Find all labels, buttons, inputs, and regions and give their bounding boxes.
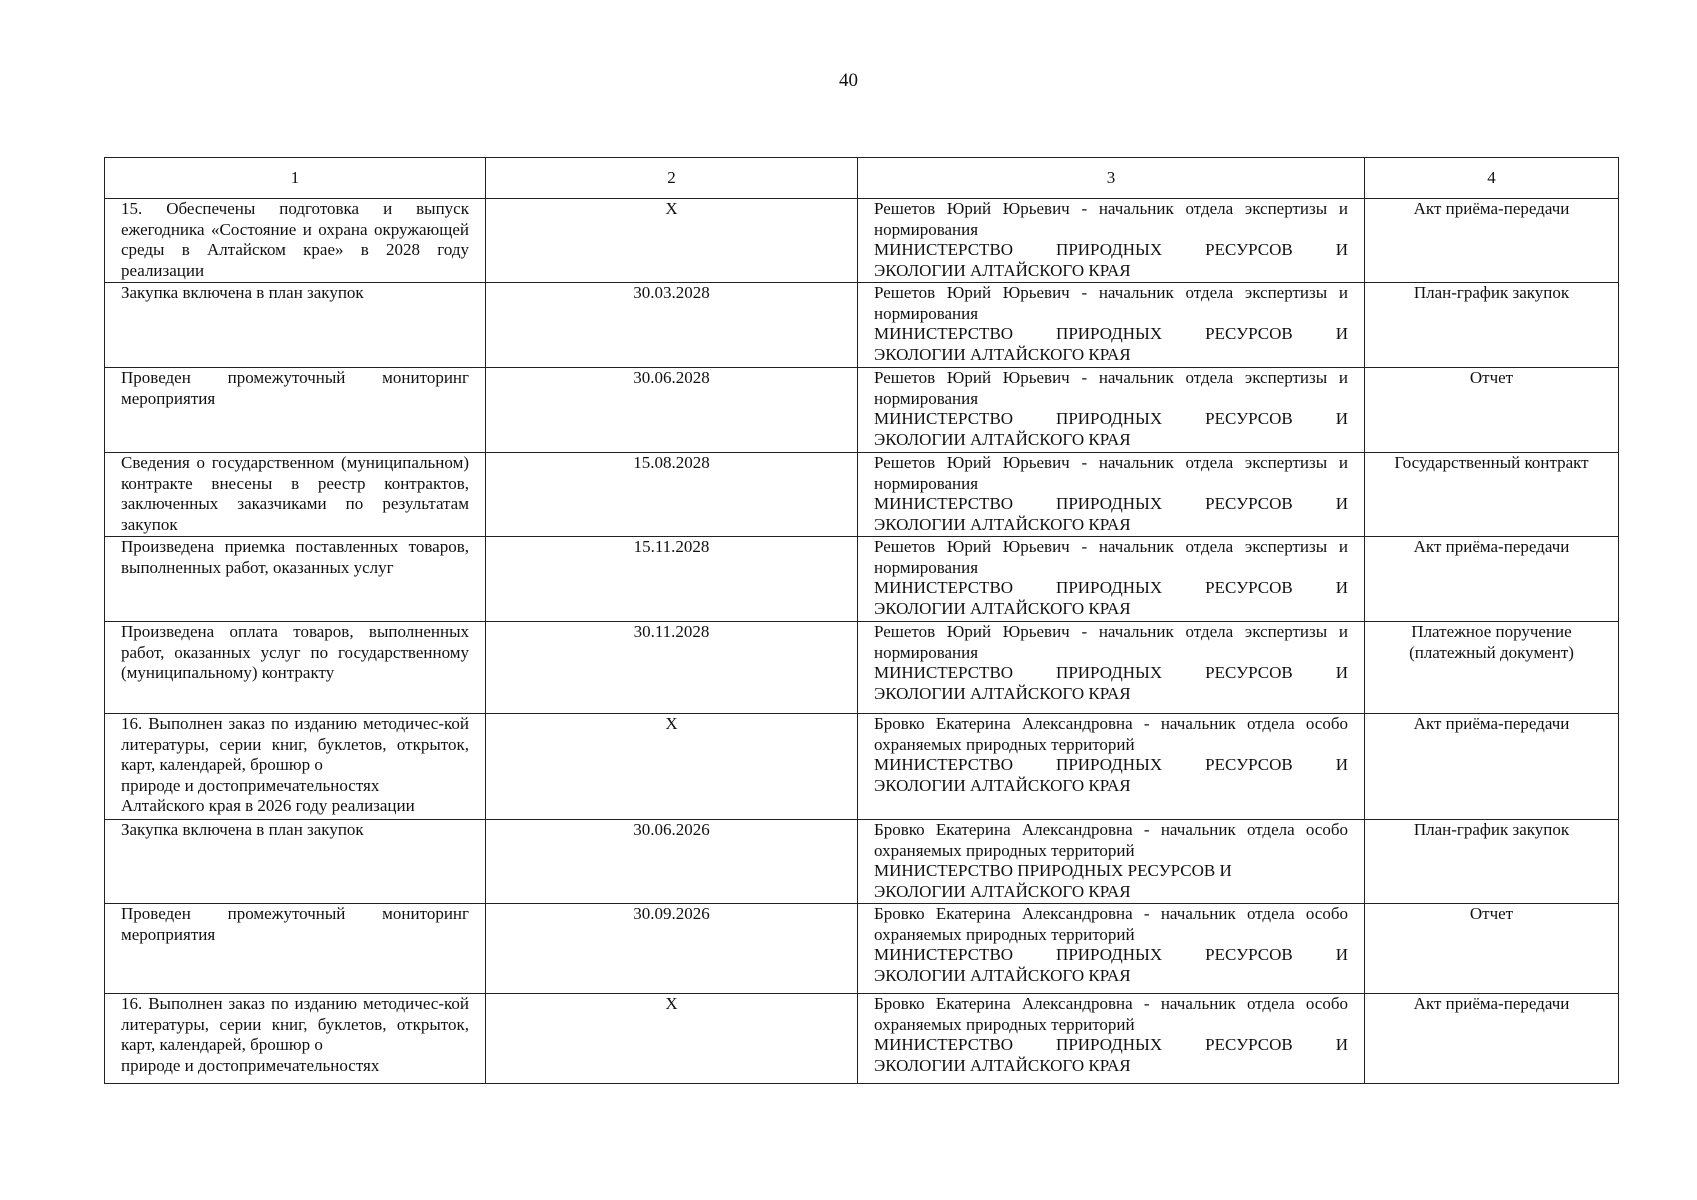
document-cell	[1365, 283, 1619, 368]
document-type: План-график закупок	[1413, 820, 1570, 839]
document-cell	[1365, 820, 1619, 904]
organization-word: РЕСУРСОВ	[1205, 240, 1293, 259]
organization-word: МИНИСТЕРСТВО	[874, 945, 1014, 964]
document-cell	[1365, 537, 1619, 622]
organization-word: МИНИСТЕРСТВО	[874, 578, 1014, 597]
plan-table	[104, 157, 1619, 1084]
organization-word: РЕСУРСОВ	[1205, 945, 1293, 964]
document-cell	[1365, 453, 1619, 537]
organization-name-cont: ЭКОЛОГИИ АЛТАЙСКОГО КРАЯ	[874, 775, 1131, 795]
responsible-cell	[858, 904, 1365, 994]
organization-word: И	[1335, 755, 1348, 774]
event-name-cell	[105, 453, 486, 537]
header-row	[105, 158, 1619, 199]
event-name-text: Сведения о государственном (муниципальном) контракте внесены в реестр контрактов, заключенных заказчиками по результатам закупок	[121, 453, 469, 534]
document-type: Акт приёма-передачи	[1413, 714, 1570, 733]
organization-word: РЕСУРСОВ	[1205, 494, 1293, 513]
organization-word: МИНИСТЕРСТВО	[874, 494, 1014, 513]
document-cell	[1365, 368, 1619, 453]
organization-word: МИНИСТЕРСТВО	[874, 240, 1014, 259]
organization-word: МИНИСТЕРСТВО	[874, 663, 1014, 682]
event-name-cell	[105, 622, 486, 714]
table-row	[105, 994, 1619, 1084]
column-header-4: 4	[1365, 158, 1619, 199]
date-cell: 30.06.2026	[486, 820, 858, 904]
organization-word: И	[1335, 663, 1348, 682]
organization-word: ПРИРОДНЫХ	[1056, 755, 1163, 774]
event-name-text: Алтайского края в 2026 году реализации	[121, 796, 415, 815]
responsible-cell	[858, 283, 1365, 368]
responsible-person: Бровко Екатерина Александровна - начальник отдела особо охраняемых природных территорий	[874, 904, 1348, 944]
organization-word: МИНИСТЕРСТВО	[874, 324, 1014, 343]
responsible-person: Решетов Юрий Юрьевич - начальник отдела экспертизы и нормирования	[874, 537, 1348, 577]
event-name-text: Произведена оплата товаров, выполненных работ, оказанных услуг по государственному (муниципальному) контракту	[121, 622, 469, 682]
organization-word: И	[1335, 324, 1348, 343]
table-body	[105, 199, 1619, 1084]
table-row	[105, 283, 1619, 368]
organization-word: И	[1335, 945, 1348, 964]
column-header-2: 2	[486, 158, 858, 199]
organization-word: РЕСУРСОВ	[1205, 755, 1293, 774]
document-type: Государственный контракт	[1394, 453, 1589, 472]
document-cell	[1365, 199, 1619, 283]
event-name-text: природе и достопримечательностях	[121, 775, 380, 795]
event-name-cell	[105, 368, 486, 453]
event-name-text: Закупка включена в план закупок	[121, 820, 364, 839]
table-row	[105, 714, 1619, 820]
table-row	[105, 904, 1619, 994]
responsible-cell	[858, 453, 1365, 537]
organization-word: МИНИСТЕРСТВО	[874, 755, 1014, 774]
document-cell	[1365, 994, 1619, 1084]
organization-name-cont: ЭКОЛОГИИ АЛТАЙСКОГО КРАЯ	[874, 260, 1131, 280]
document-type: План-график закупок	[1413, 283, 1570, 302]
organization-name-cont: ЭКОЛОГИИ АЛТАЙСКОГО КРАЯ	[874, 1055, 1131, 1075]
organization-name-cont: ЭКОЛОГИИ АЛТАЙСКОГО КРАЯ	[874, 598, 1131, 618]
event-name-text: природе и достопримечательностях	[121, 1055, 380, 1075]
date-cell: 30.11.2028	[486, 622, 858, 714]
event-name-text: Проведен промежуточный мониторинг мероприятия	[121, 904, 469, 944]
organization-word: РЕСУРСОВ	[1205, 324, 1293, 343]
organization-name	[874, 494, 1348, 515]
document-type: Акт приёма-передачи	[1413, 199, 1570, 218]
organization-word: И	[1335, 1035, 1348, 1054]
date-cell: X	[486, 994, 858, 1084]
responsible-person: Решетов Юрий Юрьевич - начальник отдела экспертизы и нормирования	[874, 368, 1348, 408]
organization-word: И	[1335, 409, 1348, 428]
column-header-1: 1	[105, 158, 486, 199]
event-name-text: Закупка включена в план закупок	[121, 283, 364, 302]
responsible-person: Бровко Екатерина Александровна - начальник отдела особо охраняемых природных территорий	[874, 714, 1348, 754]
organization-name-cont: ЭКОЛОГИИ АЛТАЙСКОГО КРАЯ	[874, 881, 1131, 901]
organization-word: И	[1335, 578, 1348, 597]
organization-word: РЕСУРСОВ	[1205, 409, 1293, 428]
date-cell: 30.09.2026	[486, 904, 858, 994]
event-name-text: Проведен промежуточный мониторинг мероприятия	[121, 368, 469, 408]
organization-word: ПРИРОДНЫХ	[1056, 494, 1163, 513]
responsible-cell	[858, 820, 1365, 904]
event-name-cell	[105, 283, 486, 368]
organization-word: ПРИРОДНЫХ	[1056, 240, 1163, 259]
organization-name-cont: ЭКОЛОГИИ АЛТАЙСКОГО КРАЯ	[874, 965, 1131, 985]
table-row	[105, 199, 1619, 283]
organization-name-cont: ЭКОЛОГИИ АЛТАЙСКОГО КРАЯ	[874, 429, 1131, 449]
responsible-cell	[858, 368, 1365, 453]
document-type: Отчет	[1469, 368, 1514, 387]
date-cell: 15.11.2028	[486, 537, 858, 622]
date-cell: 30.03.2028	[486, 283, 858, 368]
event-name-text: 15. Обеспечены подготовка и выпуск ежегодника «Состояние и охрана окружающей среды в Алтайском крае» в 2028 году реализации	[121, 199, 469, 280]
date-cell: X	[486, 714, 858, 820]
page-number: 40	[839, 70, 858, 91]
responsible-person: Решетов Юрий Юрьевич - начальник отдела экспертизы и нормирования	[874, 622, 1348, 662]
responsible-cell	[858, 199, 1365, 283]
document-type: Акт приёма-передачи	[1413, 994, 1570, 1013]
column-header-3: 3	[858, 158, 1365, 199]
organization-name	[874, 945, 1348, 966]
organization-word: ПРИРОДНЫХ	[1056, 578, 1163, 597]
organization-name-cont: ЭКОЛОГИИ АЛТАЙСКОГО КРАЯ	[874, 683, 1131, 703]
responsible-person: Бровко Екатерина Александровна - начальник отдела особо охраняемых природных территорий	[874, 994, 1348, 1034]
event-name-cell	[105, 820, 486, 904]
organization-name-cont: ЭКОЛОГИИ АЛТАЙСКОГО КРАЯ	[874, 514, 1131, 534]
responsible-person: Решетов Юрий Юрьевич - начальник отдела экспертизы и нормирования	[874, 453, 1348, 493]
table-row	[105, 453, 1619, 537]
date-cell: X	[486, 199, 858, 283]
organization-word: ПРИРОДНЫХ	[1056, 1035, 1163, 1054]
table-row	[105, 622, 1619, 714]
organization-name	[874, 240, 1348, 261]
responsible-cell	[858, 994, 1365, 1084]
event-name-text: 16. Выполнен заказ по изданию методичес-кой литературы, серии книг, буклетов, открыток, карт, календарей, брошюр о	[121, 994, 469, 1054]
organization-name	[874, 578, 1348, 599]
event-name-cell	[105, 199, 486, 283]
organization-name	[874, 755, 1348, 776]
document-cell	[1365, 622, 1619, 714]
event-name-cell	[105, 904, 486, 994]
document-type: Акт приёма-передачи	[1413, 537, 1570, 556]
event-name-cell	[105, 714, 486, 820]
event-name-text: 16. Выполнен заказ по изданию методичес-кой литературы, серии книг, буклетов, открыток, карт, календарей, брошюр о	[121, 714, 469, 774]
table-row	[105, 368, 1619, 453]
organization-word: МИНИСТЕРСТВО	[874, 1035, 1014, 1054]
organization-word: ПРИРОДНЫХ	[1056, 324, 1163, 343]
organization-name: МИНИСТЕРСТВО ПРИРОДНЫХ РЕСУРСОВ И	[874, 861, 1232, 880]
organization-word: ПРИРОДНЫХ	[1056, 945, 1163, 964]
organization-word: РЕСУРСОВ	[1205, 1035, 1293, 1054]
document-type: (платежный документ)	[1409, 642, 1574, 662]
organization-name	[874, 324, 1348, 345]
date-cell: 15.08.2028	[486, 453, 858, 537]
table-row	[105, 537, 1619, 622]
organization-name-cont: ЭКОЛОГИИ АЛТАЙСКОГО КРАЯ	[874, 344, 1131, 364]
organization-word: РЕСУРСОВ	[1205, 578, 1293, 597]
organization-word: И	[1335, 240, 1348, 259]
responsible-person: Решетов Юрий Юрьевич - начальник отдела экспертизы и нормирования	[874, 199, 1348, 239]
document-type: Отчет	[1469, 904, 1514, 923]
responsible-cell	[858, 714, 1365, 820]
organization-name	[874, 409, 1348, 430]
date-cell: 30.06.2028	[486, 368, 858, 453]
event-name-text: Произведена приемка поставленных товаров, выполненных работ, оказанных услуг	[121, 537, 469, 577]
responsible-cell	[858, 537, 1365, 622]
document-type: Платежное поручение	[1411, 622, 1572, 641]
organization-name	[874, 1035, 1348, 1056]
event-name-cell	[105, 537, 486, 622]
organization-word: ПРИРОДНЫХ	[1056, 663, 1163, 682]
document-cell	[1365, 714, 1619, 820]
event-name-cell	[105, 994, 486, 1084]
organization-word: И	[1335, 494, 1348, 513]
document-cell	[1365, 904, 1619, 994]
organization-word: МИНИСТЕРСТВО	[874, 409, 1014, 428]
organization-word: ПРИРОДНЫХ	[1056, 409, 1163, 428]
organization-name	[874, 663, 1348, 684]
responsible-person: Решетов Юрий Юрьевич - начальник отдела экспертизы и нормирования	[874, 283, 1348, 323]
responsible-person: Бровко Екатерина Александровна - начальник отдела особо охраняемых природных территорий	[874, 820, 1348, 860]
responsible-cell	[858, 622, 1365, 714]
table-row	[105, 820, 1619, 904]
organization-word: РЕСУРСОВ	[1205, 663, 1293, 682]
